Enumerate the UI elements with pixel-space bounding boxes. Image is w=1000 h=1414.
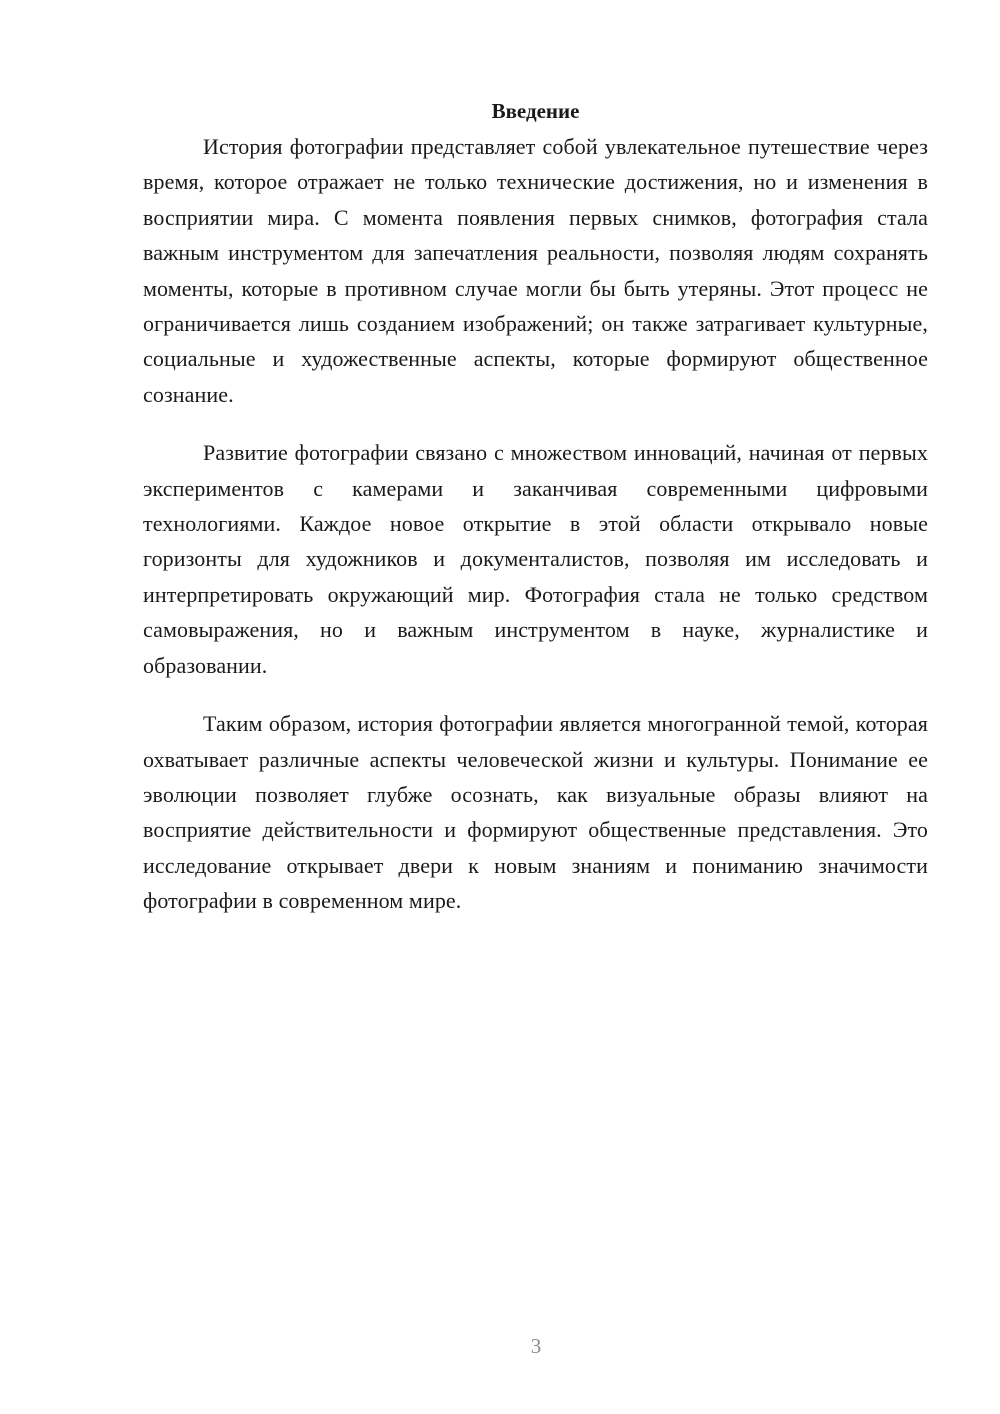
page-number: 3	[530, 1334, 542, 1358]
paragraph-1: История фотографии представляет собой увлекательное путешествие через время, которое отражает не только технические достижения, но и изменения в восприятии мира. С момента появления первых снимков, фотография стала важным инструментом для запечатления реальности, позволяя людям сохранять моменты, которые в противном случае могли бы быть утеряны. Этот процесс не ограничивается лишь созданием изображений; он также затрагивает культурные, социальные и художественные аспекты, которые формируют общественное сознание.	[143, 134, 928, 407]
section-title: Введение	[491, 99, 580, 123]
paragraph-2: Развитие фотографии связано с множеством инноваций, начиная от первых экспериментов с камерами и заканчивая современными цифровыми технологиями. Каждое новое открытие в этой области открывало новые горизонты для художников и документалистов, позволяя им исследовать и интерпретировать окружающий мир. Фотография стала не только средством самовыражения, но и важным инструментом в науке, журналистике и образовании.	[143, 440, 928, 678]
page-content	[143, 94, 928, 942]
paragraph-3: Таким образом, история фотографии является многогранной темой, которая охватывает различные аспекты человеческой жизни и культуры. Понимание ее эволюции позволяет глубже осознать, как визуальные образы влияют на восприятие действительности и формируют общественные представления. Это исследование открывает двери к новым знаниям и пониманию значимости фотографии в современном мире.	[143, 711, 928, 914]
